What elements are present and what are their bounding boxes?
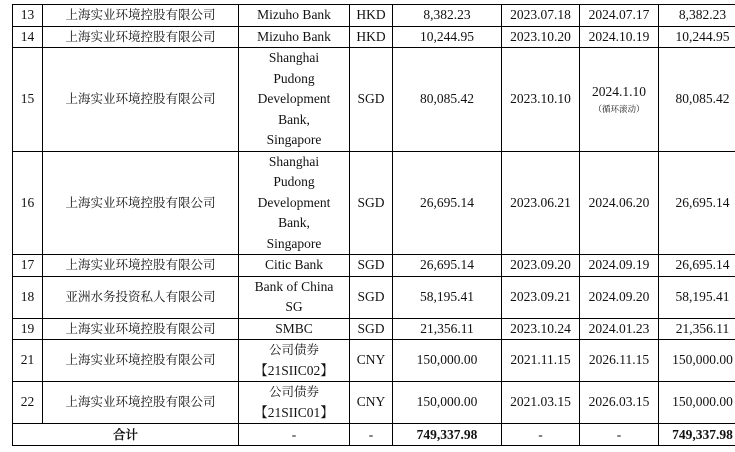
total-label: 合计	[13, 424, 239, 446]
currency: SGD	[350, 255, 393, 277]
lender-name	[239, 255, 350, 277]
lender-name	[239, 48, 350, 152]
start-date: 2021.03.15	[502, 382, 580, 424]
total-balance: 749,337.98	[659, 424, 735, 446]
outstanding-balance: 58,195.41	[659, 276, 735, 318]
end-date	[580, 276, 659, 318]
end-date	[580, 340, 659, 382]
currency: HKD	[350, 5, 393, 27]
end-date	[580, 151, 659, 255]
total-bank: -	[239, 424, 350, 446]
currency: CNY	[350, 382, 393, 424]
start-date: 2023.09.21	[502, 276, 580, 318]
lender-name-line: Mizuho Bank	[257, 7, 331, 22]
lender-name-line: Bank of China	[254, 278, 334, 294]
loan-table	[12, 4, 735, 446]
lender-name	[239, 276, 350, 318]
lender-name-line: 公司债券	[268, 342, 319, 357]
row-number: 21	[13, 340, 43, 382]
borrower-name: 上海实业环境控股有限公司	[43, 340, 239, 382]
total-amount: 749,337.98	[393, 424, 502, 446]
outstanding-balance: 26,695.14	[659, 255, 735, 277]
currency: CNY	[350, 340, 393, 382]
borrower-name: 上海实业环境控股有限公司	[43, 255, 239, 277]
loan-amount: 21,356.11	[393, 318, 502, 340]
lender-name-line: Development	[257, 91, 331, 106]
end-date-value: 2024.09.19	[588, 257, 650, 272]
lender-name-line: Shanghai	[268, 153, 320, 169]
lender-name	[239, 26, 350, 48]
lender-name	[239, 5, 350, 27]
lender-name-line: Bank,	[278, 215, 310, 230]
total-currency: -	[350, 424, 393, 446]
end-date	[580, 255, 659, 277]
lender-name-line: Shanghai	[268, 50, 320, 65]
outstanding-balance: 8,382.23	[659, 5, 735, 27]
borrower-name: 上海实业环境控股有限公司	[43, 382, 239, 424]
table-row	[13, 48, 735, 152]
outstanding-balance: 150,000.00	[659, 340, 735, 382]
borrower-name: 上海实业环境控股有限公司	[43, 48, 239, 152]
end-date	[580, 48, 659, 152]
borrower-name: 上海实业环境控股有限公司	[43, 318, 239, 340]
lender-name-line: Pudong	[273, 70, 315, 86]
borrower-name: 上海实业环境控股有限公司	[43, 5, 239, 27]
loan-amount: 8,382.23	[393, 5, 502, 27]
lender-name	[239, 318, 350, 340]
lender-name-line: SMBC	[275, 320, 313, 336]
row-number: 15	[13, 48, 43, 152]
end-date-value: 2026.03.15	[588, 394, 650, 410]
start-date: 2021.11.15	[502, 340, 580, 382]
end-date-value: 2026.11.15	[588, 352, 650, 368]
lender-name	[239, 382, 350, 424]
row-number: 14	[13, 26, 43, 48]
row-number: 17	[13, 255, 43, 277]
table-row	[13, 255, 735, 277]
row-number: 13	[13, 5, 43, 27]
borrower-name: 亚洲水务投资私人有限公司	[43, 276, 239, 318]
end-date-value: 2024.06.20	[588, 194, 650, 210]
row-number: 19	[13, 318, 43, 340]
start-date: 2023.09.20	[502, 255, 580, 277]
start-date: 2023.10.10	[502, 48, 580, 152]
currency: SGD	[350, 276, 393, 318]
outstanding-balance: 10,244.95	[659, 26, 735, 48]
row-number: 16	[13, 151, 43, 255]
table-row	[13, 340, 735, 382]
table-row	[13, 151, 735, 255]
lender-name-line: Pudong	[273, 174, 315, 189]
lender-name-line: 【21SIIC02】	[254, 362, 334, 378]
end-date-value: 2024.09.20	[588, 288, 650, 304]
end-date	[580, 5, 659, 27]
lender-name-line: SG	[285, 299, 303, 314]
currency: SGD	[350, 318, 393, 340]
loan-amount: 80,085.42	[393, 48, 502, 152]
currency: SGD	[350, 48, 393, 152]
end-date	[580, 318, 659, 340]
lender-name	[239, 151, 350, 255]
outstanding-balance: 150,000.00	[659, 382, 735, 424]
outstanding-balance: 26,695.14	[659, 151, 735, 255]
row-number: 18	[13, 276, 43, 318]
table-row	[13, 276, 735, 318]
total-row	[13, 424, 735, 446]
loan-amount: 150,000.00	[393, 382, 502, 424]
table-row	[13, 5, 735, 27]
loan-amount: 10,244.95	[393, 26, 502, 48]
table-row	[13, 382, 735, 424]
outstanding-balance: 80,085.42	[659, 48, 735, 152]
lender-name	[239, 340, 350, 382]
currency: SGD	[350, 151, 393, 255]
table-row	[13, 318, 735, 340]
end-date-note: （循环滚动）	[593, 104, 645, 115]
end-date-value: 2024.1.10	[592, 84, 646, 99]
row-number: 22	[13, 382, 43, 424]
start-date: 2023.10.20	[502, 26, 580, 48]
start-date: 2023.10.24	[502, 318, 580, 340]
lender-name-line: Mizuho Bank	[257, 28, 331, 44]
table-row	[13, 26, 735, 48]
end-date	[580, 26, 659, 48]
currency: HKD	[350, 26, 393, 48]
lender-name-line: 公司债券	[268, 384, 319, 399]
loan-amount: 150,000.00	[393, 340, 502, 382]
end-date	[580, 382, 659, 424]
end-date-value: 2024.01.23	[588, 320, 650, 336]
borrower-name: 上海实业环境控股有限公司	[43, 151, 239, 255]
total-end-date: -	[580, 424, 659, 446]
lender-name-line: Singapore	[266, 235, 322, 251]
start-date: 2023.07.18	[502, 5, 580, 27]
lender-name-line: Development	[257, 194, 331, 210]
loan-amount: 26,695.14	[393, 255, 502, 277]
lender-name-line: Singapore	[266, 132, 322, 147]
lender-name-line: 【21SIIC01】	[254, 404, 334, 420]
end-date-value: 2024.10.19	[588, 28, 650, 44]
total-start-date: -	[502, 424, 580, 446]
loan-amount: 26,695.14	[393, 151, 502, 255]
borrower-name: 上海实业环境控股有限公司	[43, 26, 239, 48]
lender-name-line: Citic Bank	[264, 257, 324, 272]
start-date: 2023.06.21	[502, 151, 580, 255]
outstanding-balance: 21,356.11	[659, 318, 735, 340]
lender-name-line: Bank,	[278, 111, 310, 127]
table-body	[13, 5, 735, 446]
end-date-value: 2024.07.17	[588, 7, 650, 22]
loan-amount: 58,195.41	[393, 276, 502, 318]
